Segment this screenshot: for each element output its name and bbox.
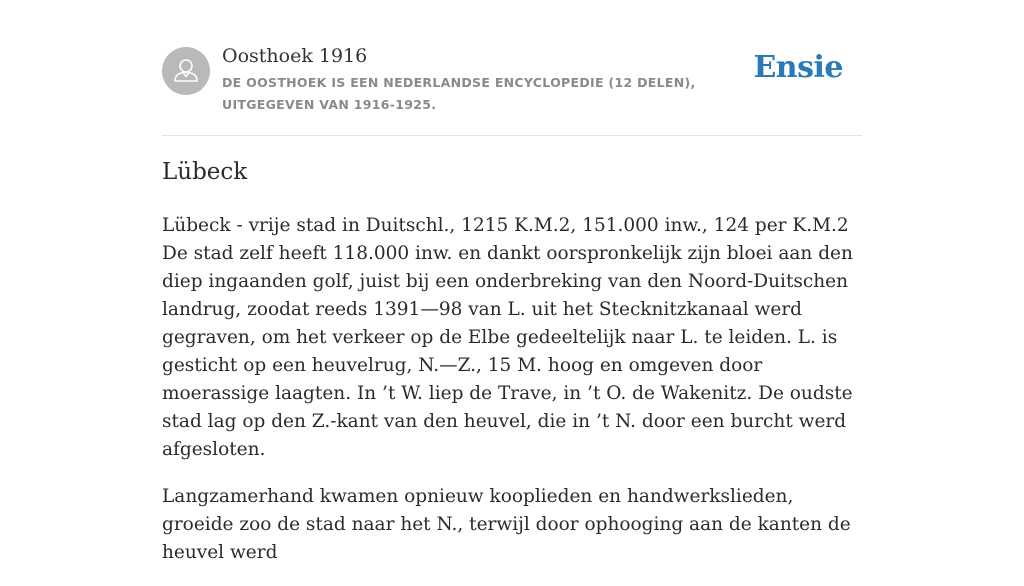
ensie-logo[interactable]: Ensie bbox=[753, 50, 843, 85]
article-paragraph: Lübeck - vrije stad in Duitschl., 1215 K.M.2, 151.000 inw., 124 per K.M.2 De stad zelf heeft 118.000 inw. en dankt oorspronkelijk zijn bloei aan den diep ingaanden golf, juist bij een onderbreking van den Noord-Duitschen landrug, zoodat reeds 1391—98 van L. uit het Stecknitzkanaal werd gegraven, om het verkeer op de Elbe gedeeltelijk naar L. te leiden. L. is gesticht op een heuvelrug, N.—Z., 15 M. hoog en omgeven door moerassige laagten. In ’t W. liep de Trave, in ’t O. de Wakenitz. De oudste stad lag op den Z.-kant van den heuvel, die in ’t N. door een burcht werd afgesloten. bbox=[162, 215, 853, 460]
article-title: Lübeck bbox=[162, 159, 248, 185]
source-header bbox=[162, 0, 862, 136]
content-container bbox=[162, 0, 862, 563]
user-silhouette-icon[interactable] bbox=[162, 47, 210, 95]
source-name[interactable]: Oosthoek 1916 bbox=[222, 45, 368, 67]
source-description: DE OOSTHOEK IS EEN NEDERLANDSE ENCYCLOPEDIE (12 DELEN), UITGEGEVEN VAN 1916-1925. bbox=[222, 75, 696, 112]
article-paragraph: Langzamerhand kwamen opnieuw kooplieden en handwerkslieden, groeide zoo de stad naar het N., terwijl door ophooging aan de kanten de heuvel werd bbox=[162, 486, 851, 563]
article-body bbox=[162, 212, 866, 586]
